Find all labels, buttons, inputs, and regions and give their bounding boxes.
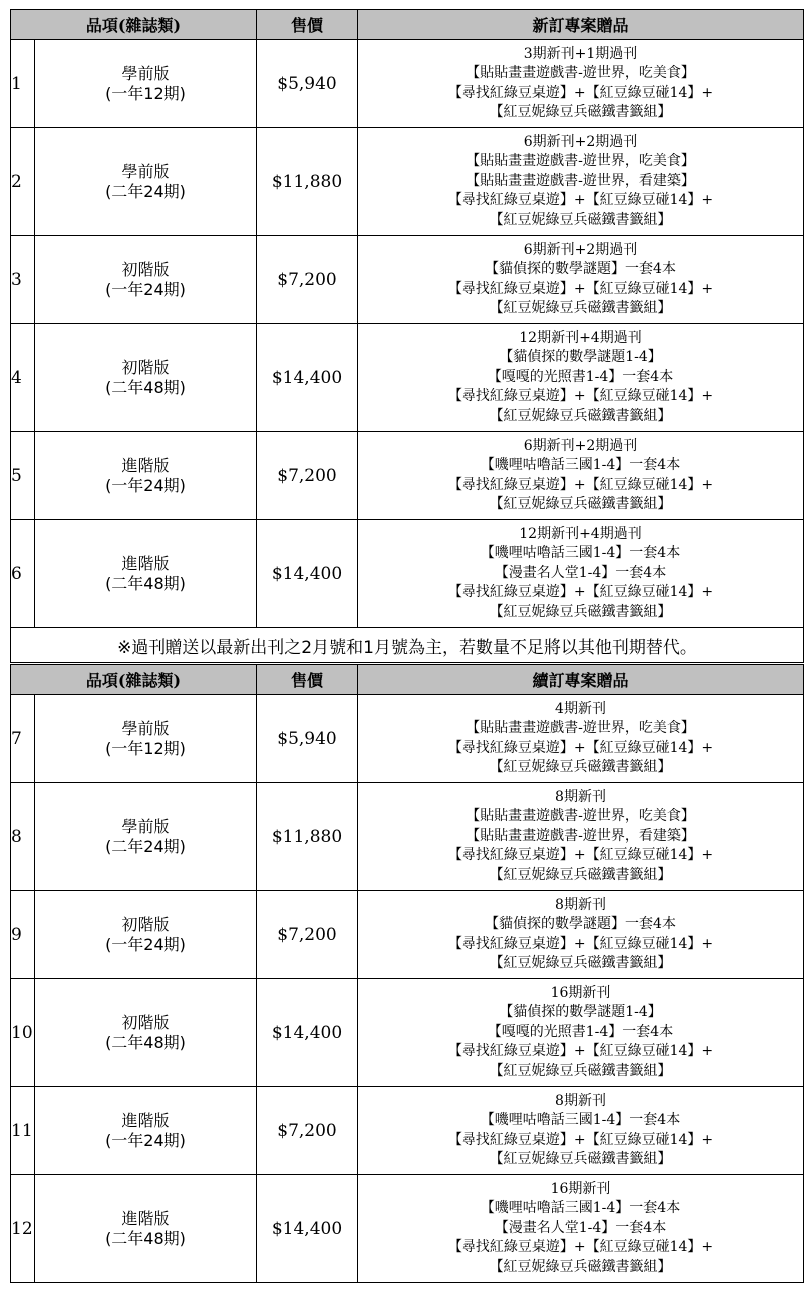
gift-line: 【紅豆妮綠豆兵磁鐵書籤組】 <box>489 1151 672 1167</box>
gift-line: 【尋找紅綠豆桌遊】+【紅豆綠豆碰14】+ <box>447 1131 714 1148</box>
item-edition: 學前版 <box>121 816 170 836</box>
item-name <box>35 695 257 783</box>
item-edition: 初階版 <box>121 914 170 934</box>
gift-line: 【紅豆妮綠豆兵磁鐵書籤組】 <box>489 1258 672 1275</box>
item-edition: 初階版 <box>121 1012 170 1032</box>
gift-list <box>358 695 804 783</box>
item-term: (一年12期) <box>105 83 186 103</box>
item-name <box>35 783 257 891</box>
gift-line: 16期新刊 <box>550 984 611 1001</box>
item-term: (二年48期) <box>105 1228 186 1248</box>
new-subscription-rows <box>11 40 804 628</box>
gift-list <box>358 520 804 628</box>
gift-line: 【尋找紅綠豆桌遊】+【紅豆綠豆碰14】+ <box>447 739 714 756</box>
gift-line: 【尋找紅綠豆桌遊】+【紅豆綠豆碰14】+ <box>447 1043 714 1060</box>
gift-line: 3期新刊+1期過刊 <box>523 45 638 62</box>
item-term: (一年24期) <box>105 1130 186 1150</box>
gift-line: 【嘎嘎的光照書1-4】一套4本 <box>487 368 674 385</box>
item-name <box>35 979 257 1087</box>
item-edition: 學前版 <box>121 161 170 181</box>
gift-list <box>358 979 804 1087</box>
gift-line: 12期新刊+4期過刊 <box>519 329 642 346</box>
item-price: $14,400 <box>257 1175 358 1283</box>
item-term: (二年24期) <box>105 836 186 856</box>
gift-line: 【貓偵探的數學謎題】一套4本 <box>485 916 676 932</box>
row-number: 2 <box>11 128 35 236</box>
gift-line: 【貼貼畫畫遊戲書-遊世界，吃美食】 <box>466 720 695 736</box>
item-term: (二年48期) <box>105 1032 186 1052</box>
gift-list <box>358 432 804 520</box>
gift-line: 【紅豆妮綠豆兵磁鐵書籤組】 <box>489 603 672 620</box>
item-name <box>35 891 257 979</box>
item-name <box>35 324 257 432</box>
item-term: (一年24期) <box>105 279 186 299</box>
table-row <box>11 979 804 1087</box>
new-subscription-table <box>10 9 804 663</box>
item-price: $5,940 <box>257 695 358 783</box>
item-name <box>35 1175 257 1283</box>
gift-line: 【漫畫名人堂1-4】一套4本 <box>494 564 667 581</box>
row-number: 3 <box>11 236 35 324</box>
gift-line: 【尋找紅綠豆桌遊】+【紅豆綠豆碰14】+ <box>447 388 714 405</box>
gift-line: 【尋找紅綠豆桌遊】+【紅豆綠豆碰14】+ <box>447 584 714 601</box>
gift-line: 【紅豆妮綠豆兵磁鐵書籤組】 <box>489 759 672 775</box>
gift-list <box>358 40 804 128</box>
gift-list <box>358 891 804 979</box>
gift-list <box>358 236 804 324</box>
gift-line: 16期新刊 <box>550 1180 611 1197</box>
item-term: (二年48期) <box>105 573 186 593</box>
item-name <box>35 432 257 520</box>
item-edition: 進階版 <box>121 1208 170 1228</box>
gift-line: 8期新刊 <box>555 788 606 805</box>
item-name <box>35 236 257 324</box>
table-row <box>11 324 804 432</box>
table-row <box>11 520 804 628</box>
item-term: (一年24期) <box>105 934 186 954</box>
item-name <box>35 128 257 236</box>
gift-line: 【嘎嘎的光照書1-4】一套4本 <box>487 1023 674 1040</box>
gift-line: 【貓偵探的數學謎題1-4】 <box>499 349 662 366</box>
item-price: $14,400 <box>257 520 358 628</box>
gift-line: 【紅豆妮綠豆兵磁鐵書籤組】 <box>489 407 672 424</box>
table-row <box>11 236 804 324</box>
gift-line: 【嘰哩咕嚕話三國1-4】一套4本 <box>480 1112 681 1128</box>
item-term: (一年24期) <box>105 475 186 495</box>
gift-line: 8期新刊 <box>555 896 606 913</box>
gift-line: 【尋找紅綠豆桌遊】+【紅豆綠豆碰14】+ <box>447 84 714 101</box>
gift-line: 【嘰哩咕嚕話三國1-4】一套4本 <box>480 457 681 473</box>
header-item: 品項(雜誌類) <box>11 665 257 695</box>
item-price: $7,200 <box>257 1087 358 1175</box>
item-edition: 進階版 <box>121 455 170 475</box>
gift-line: 【尋找紅綠豆桌遊】+【紅豆綠豆碰14】+ <box>447 192 714 209</box>
table-row <box>11 128 804 236</box>
gift-line: 【紅豆妮綠豆兵磁鐵書籤組】 <box>489 1062 672 1079</box>
item-term: (二年48期) <box>105 377 186 397</box>
header-gift: 續訂專案贈品 <box>358 665 804 695</box>
gift-line: 【貼貼畫畫遊戲書-遊世界，吃美食】 <box>466 808 695 825</box>
gift-line: 【紅豆妮綠豆兵磁鐵書籤組】 <box>489 300 672 316</box>
item-price: $7,200 <box>257 236 358 324</box>
table-row <box>11 891 804 979</box>
renewal-subscription-rows <box>11 695 804 1283</box>
row-number: 5 <box>11 432 35 520</box>
table-row <box>11 40 804 128</box>
item-price: $7,200 <box>257 432 358 520</box>
gift-line: 【貼貼畫畫遊戲書-遊世界，吃美食】 <box>466 153 695 170</box>
gift-line: 【尋找紅綠豆桌遊】+【紅豆綠豆碰14】+ <box>447 280 714 297</box>
header-price: 售價 <box>257 10 358 40</box>
back-issue-note: ※過刊贈送以最新出刊之2月號和1月號為主，若數量不足將以其他刊期替代。 <box>11 628 804 663</box>
table-row <box>11 1175 804 1283</box>
gift-line: 【尋找紅綠豆桌遊】+【紅豆綠豆碰14】+ <box>447 476 714 493</box>
gift-line: 【尋找紅綠豆桌遊】+【紅豆綠豆碰14】+ <box>447 847 714 864</box>
gift-line: 【紅豆妮綠豆兵磁鐵書籤組】 <box>489 866 672 883</box>
gift-line: 【貼貼畫畫遊戲書-遊世界，吃美食】 <box>466 65 695 81</box>
gift-line: 【嘰哩咕嚕話三國1-4】一套4本 <box>480 1200 681 1217</box>
row-number: 4 <box>11 324 35 432</box>
note-row <box>11 628 804 663</box>
table-row <box>11 1087 804 1175</box>
table-header-row <box>11 665 804 695</box>
item-term: (二年24期) <box>105 181 186 201</box>
gift-line: 4期新刊 <box>555 700 606 717</box>
gift-line: 【尋找紅綠豆桌遊】+【紅豆綠豆碰14】+ <box>447 935 714 952</box>
gift-line: 【貼貼畫畫遊戲書-遊世界，看建築】 <box>466 827 695 844</box>
table-header-row <box>11 10 804 40</box>
item-name <box>35 40 257 128</box>
gift-line: 【紅豆妮綠豆兵磁鐵書籤組】 <box>489 496 672 512</box>
gift-line: 【貼貼畫畫遊戲書-遊世界，看建築】 <box>466 172 695 189</box>
gift-line: 12期新刊+4期過刊 <box>519 525 642 542</box>
header-price: 售價 <box>257 665 358 695</box>
item-price: $5,940 <box>257 40 358 128</box>
item-name <box>35 1087 257 1175</box>
table-row <box>11 783 804 891</box>
item-edition: 初階版 <box>121 259 170 279</box>
row-number: 8 <box>11 783 35 891</box>
row-number: 9 <box>11 891 35 979</box>
gift-line: 【漫畫名人堂1-4】一套4本 <box>494 1219 667 1236</box>
row-number: 6 <box>11 520 35 628</box>
item-name <box>35 520 257 628</box>
gift-line: 【尋找紅綠豆桌遊】+【紅豆綠豆碰14】+ <box>447 1239 714 1256</box>
gift-line: 【紅豆妮綠豆兵磁鐵書籤組】 <box>489 211 672 228</box>
gift-list <box>358 128 804 236</box>
item-price: $11,880 <box>257 128 358 236</box>
gift-line: 【貓偵探的數學謎題1-4】 <box>499 1004 662 1021</box>
gift-list <box>358 324 804 432</box>
row-number: 11 <box>11 1087 35 1175</box>
gift-line: 【貓偵探的數學謎題】一套4本 <box>485 261 676 277</box>
gift-line: 【紅豆妮綠豆兵磁鐵書籤組】 <box>489 955 672 971</box>
item-price: $14,400 <box>257 324 358 432</box>
item-price: $11,880 <box>257 783 358 891</box>
header-gift: 新訂專案贈品 <box>358 10 804 40</box>
gift-list <box>358 783 804 891</box>
gift-line: 【紅豆妮綠豆兵磁鐵書籤組】 <box>489 104 672 120</box>
gift-list <box>358 1087 804 1175</box>
header-item: 品項(雜誌類) <box>11 10 257 40</box>
table-row <box>11 432 804 520</box>
item-edition: 進階版 <box>121 553 170 573</box>
item-edition: 初階版 <box>121 357 170 377</box>
item-edition: 學前版 <box>121 718 170 738</box>
row-number: 7 <box>11 695 35 783</box>
row-number: 12 <box>11 1175 35 1283</box>
row-number: 1 <box>11 40 35 128</box>
item-price: $14,400 <box>257 979 358 1087</box>
gift-line: 6期新刊+2期過刊 <box>523 437 638 454</box>
gift-line: 6期新刊+2期過刊 <box>523 133 638 150</box>
renewal-subscription-table <box>10 664 804 1283</box>
gift-line: 【嘰哩咕嚕話三國1-4】一套4本 <box>480 545 681 562</box>
item-price: $7,200 <box>257 891 358 979</box>
item-edition: 進階版 <box>121 1110 170 1130</box>
table-row <box>11 695 804 783</box>
gift-line: 8期新刊 <box>555 1092 606 1109</box>
item-term: (一年12期) <box>105 738 186 758</box>
item-edition: 學前版 <box>121 63 170 83</box>
gift-line: 6期新刊+2期過刊 <box>523 241 638 258</box>
row-number: 10 <box>11 979 35 1087</box>
gift-list <box>358 1175 804 1283</box>
